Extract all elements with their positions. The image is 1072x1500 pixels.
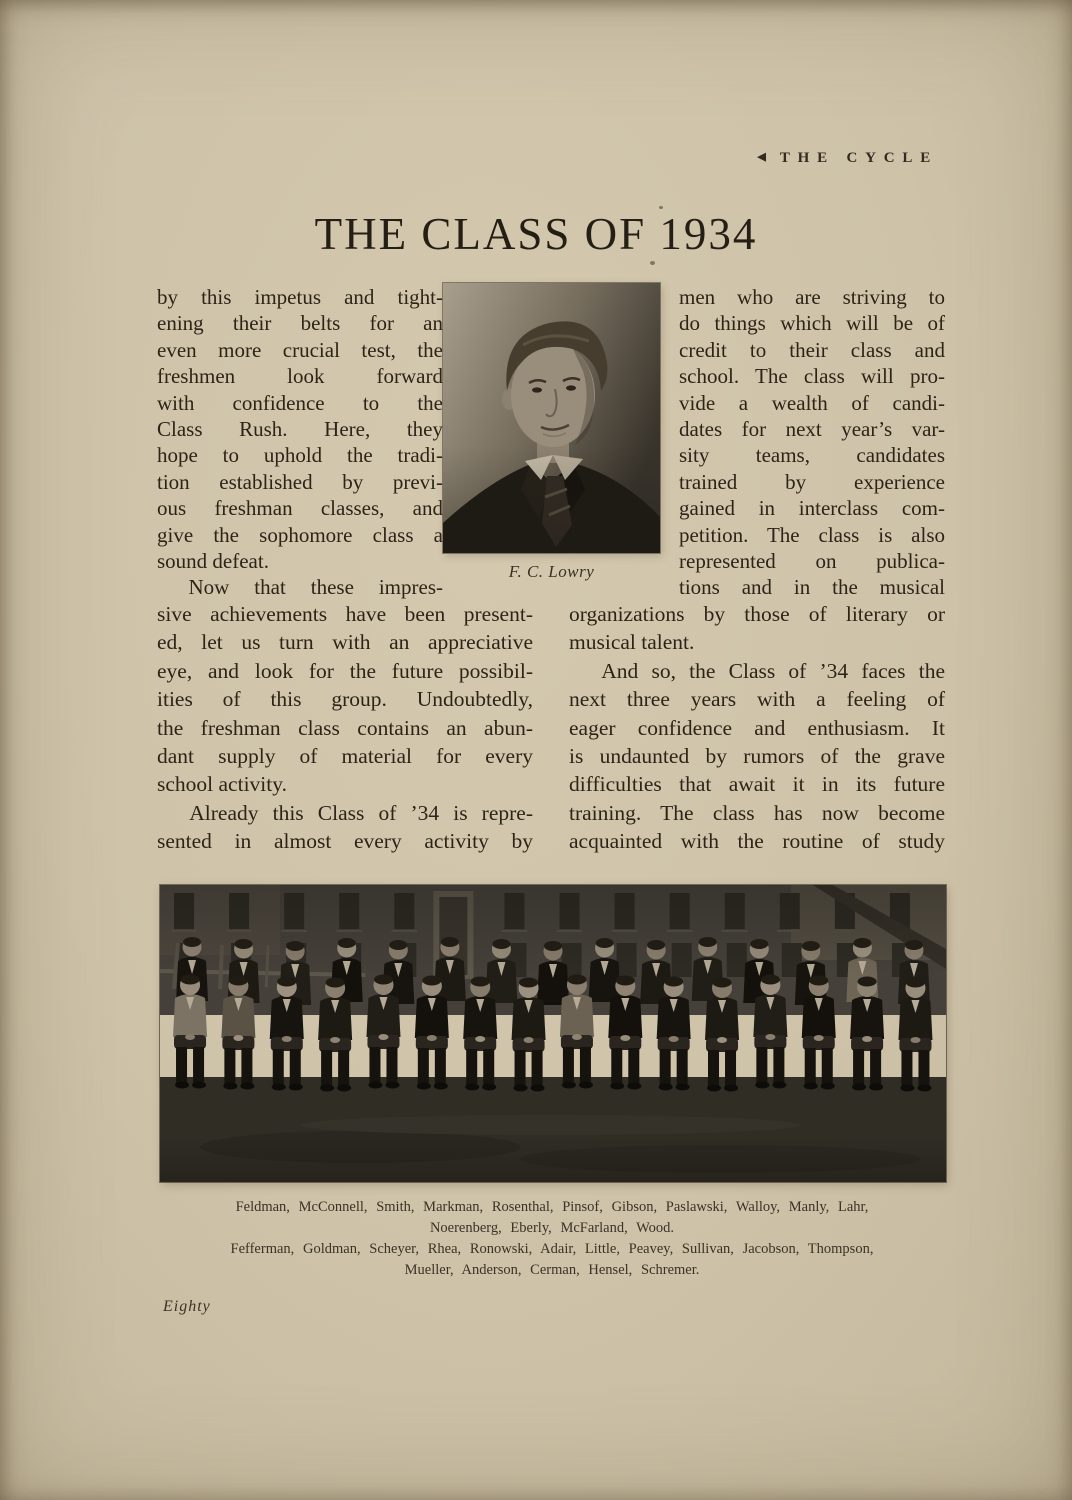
text-line: men who are striving to [679, 285, 945, 309]
magazine-title: THE CYCLE [779, 150, 938, 166]
text-line: gained in interclass com- [679, 496, 945, 521]
article-column-top-left [157, 284, 443, 601]
text-line: the freshman class contains an abun- [157, 715, 533, 740]
text-line: give the sophomore class a [157, 522, 443, 547]
article-column-bottom-right [569, 600, 945, 856]
text-line: Class Rush. Here, they [157, 417, 443, 442]
text-line: training. The class has now become [569, 800, 945, 825]
group-photo-caption-row1 [157, 1197, 947, 1239]
text-line: do things which will be of [679, 311, 945, 336]
group-photo-illustration [160, 885, 946, 1182]
text-line: with confidence to the [157, 390, 443, 415]
group-photo [160, 885, 946, 1182]
text-line: ities of this group. Undoubtedly, [157, 687, 533, 712]
page-number: Eighty [163, 1298, 211, 1315]
portrait-illustration [443, 283, 660, 553]
text-line: eager confidence and enthusiasm. It [569, 715, 945, 740]
page-title: THE CLASS OF 1934 [314, 209, 758, 259]
text-line: vide a wealth of candi- [679, 390, 945, 415]
text-line: tion established by previ- [157, 469, 443, 494]
text-line: hope to uphold the tradi- [157, 443, 443, 468]
text-line: sound defeat. [157, 549, 269, 574]
article-column-bottom-left [157, 600, 533, 856]
caption-line: Mueller, Anderson, Cerman, Hensel, Schremer. [404, 1262, 700, 1278]
running-head [757, 150, 938, 167]
text-line: school activity. [157, 772, 287, 797]
caption-line: Feldman, McConnell, Smith, Markman, Rosenthal, Pinsof, Gibson, Paslawski, Walloy, Manly, Lahr, [235, 1199, 869, 1215]
text-line: organizations by those of literary or [569, 602, 945, 626]
text-line: eye, and look for the future possibil- [157, 658, 533, 683]
text-line: ed, let us turn with an appreciative [157, 630, 533, 655]
text-line: acquainted with the routine of study [569, 829, 945, 854]
text-line: dates for next year’s var- [679, 417, 945, 442]
caption-line: Fefferman, Goldman, Scheyer, Rhea, Ronowski, Adair, Little, Peavey, Sullivan, Jacobson, Thompson, [230, 1241, 874, 1257]
text-line: Now that these impres- [188, 575, 443, 600]
arrow-marker-icon: ◀ [757, 151, 766, 163]
text-line: credit to their class and [679, 337, 945, 362]
text-line: difficulties that await it in its future [569, 772, 945, 797]
text-line: dant supply of material for every [157, 744, 533, 769]
text-line: school. The class will pro- [679, 364, 945, 389]
text-line: tions and in the musical [679, 575, 945, 600]
text-line: next three years with a feeling of [569, 687, 945, 712]
text-line: trained by experience [679, 469, 945, 494]
portrait-caption: F. C. Lowry [508, 562, 595, 581]
group-photo-caption-row2 [157, 1239, 947, 1281]
text-line: even more crucial test, the [157, 337, 443, 362]
text-line: freshmen look forward [157, 364, 443, 389]
text-line: sented in almost every activity by [157, 829, 533, 854]
portrait-photo [443, 283, 660, 553]
text-line: ous freshman classes, and [157, 496, 443, 521]
article-column-top-right [679, 284, 945, 601]
text-line: is undaunted by rumors of the grave [569, 744, 945, 769]
ink-speck [659, 206, 663, 209]
text-line: sity teams, candidates [679, 443, 945, 468]
text-line: ening their belts for an [157, 311, 443, 336]
text-line: represented on publica- [679, 549, 945, 574]
text-line: by this impetus and tight- [157, 285, 443, 309]
text-line: petition. The class is also [679, 522, 945, 547]
text-line: musical talent. [569, 630, 695, 655]
ink-speck [650, 261, 655, 265]
text-line: sive achievements have been present- [157, 602, 533, 626]
caption-line: Noerenberg, Eberly, McFarland, Wood. [429, 1220, 675, 1236]
text-line: And so, the Class of ’34 faces the [601, 658, 945, 683]
text-line: Already this Class of ’34 is repre- [189, 800, 533, 825]
